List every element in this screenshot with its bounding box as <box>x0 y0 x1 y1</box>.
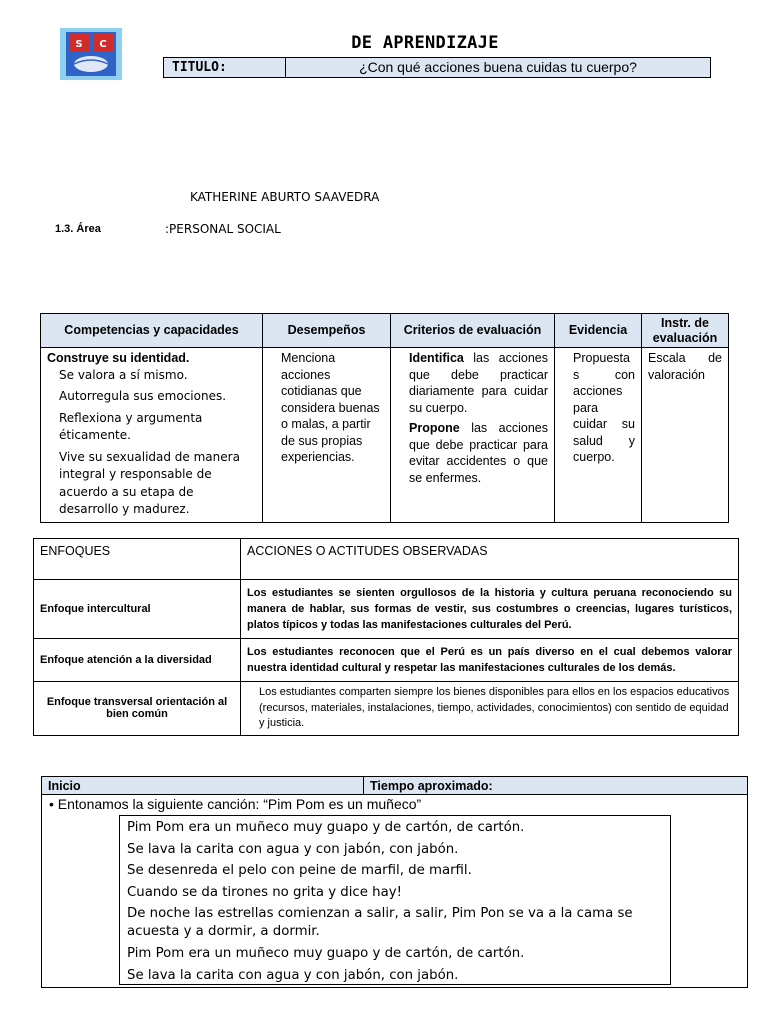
inicio-body-cell <box>42 795 748 988</box>
criterio-text: las acciones que debe practicar diariamente para cuidar su cuerpo. <box>409 351 548 415</box>
instrumento-cell: Escala de valoración <box>642 348 729 523</box>
capacidad-item: Se valora a sí mismo. <box>59 367 188 382</box>
inicio-table <box>41 776 748 988</box>
header-competencias: Competencias y capacidades <box>41 314 263 348</box>
approaches-table <box>33 538 739 736</box>
header-criterios: Criterios de evaluación <box>391 314 555 348</box>
bullet-icon: • <box>49 796 58 812</box>
capacidad-item: Reflexiona y argumenta éticamente. <box>59 410 203 442</box>
title-bar <box>163 57 711 78</box>
header-enfoques: ENFOQUES <box>34 539 241 580</box>
competencies-table <box>40 313 729 523</box>
approach-row <box>34 580 739 639</box>
teacher-name: KATHERINE ABURTO SAAVEDRA <box>190 190 380 204</box>
time-label: Tiempo aproximado: <box>364 777 748 795</box>
approach-row <box>34 682 739 736</box>
document-heading: DE APRENDIZAJE <box>351 33 499 53</box>
song-line: Pim Pom era un muñeco muy guapo y de cartón, de cartón. <box>127 945 525 961</box>
song-line: Se lava la carita con agua y con jabón, con jabón. <box>127 841 459 857</box>
inicio-header-row <box>42 777 748 795</box>
intro-line <box>49 796 421 812</box>
intro-text: Entonamos la siguiente canción: “Pim Pom es un muñeco” <box>57 796 422 812</box>
competencia-cell <box>41 348 263 523</box>
approach-name: Enfoque intercultural <box>34 580 241 639</box>
school-crest-logo <box>60 28 122 80</box>
capacidad-item: Vive su sexualidad de manera integral y responsable de acuerdo a su etapa de desarrollo y madurez. <box>59 449 240 516</box>
approach-name: Enfoque atención a la diversidad <box>34 639 241 682</box>
approach-name: Enfoque transversal orientación al bien común <box>34 682 241 736</box>
competencia-title: Construye su identidad. <box>47 351 190 365</box>
song-lyrics-box <box>119 815 671 985</box>
inicio-label: Inicio <box>42 777 364 795</box>
criterios-cell <box>391 348 555 523</box>
header-acciones: ACCIONES O ACTITUDES OBSERVADAS <box>241 539 739 580</box>
evidencia-cell: Propuesta s con acciones para cuidar su salud y cuerpo. <box>555 348 642 523</box>
song-line: Se desenreda el pelo con peine de marfil, de marfil. <box>127 863 472 879</box>
criterio-verb: Identifica <box>409 351 464 365</box>
criterio-item <box>409 350 548 416</box>
approach-row <box>34 639 739 682</box>
approach-description: Los estudiantes reconocen que el Perú es un país diverso en el cual debemos valorar nuestra identidad cultural y respetar las manifestaciones culturales de los demás. <box>241 639 739 682</box>
inicio-body-row <box>42 795 748 988</box>
song-line: Se lava la carita con agua y con jabón, con jabón. <box>127 967 459 983</box>
competencies-body-row <box>41 348 729 523</box>
title-label: TITULO: <box>164 58 286 77</box>
criterio-item <box>409 420 548 486</box>
capacidad-item: Autorregula sus emociones. <box>59 389 227 403</box>
approach-description: Los estudiantes comparten siempre los bienes disponibles para ellos en los espacios educativos (recursos, materiales, instalaciones, tiempo, actividades, conocimientos) con sentido de equidad y justicia. <box>241 682 739 736</box>
desempeno-cell: Menciona acciones cotidianas que considera buenas o malas, a partir de sus propias experiencias. <box>263 348 391 523</box>
song-line: Cuando se da tirones no grita y dice hay! <box>127 884 402 900</box>
criterio-text: las acciones que debe practicar para evitar accidentes o que se enfermes. <box>409 421 548 485</box>
competencies-header-row <box>41 314 729 348</box>
header-desempenos: Desempeños <box>263 314 391 348</box>
area-value: :PERSONAL SOCIAL <box>165 222 281 236</box>
title-value: ¿Con qué acciones buena cuidas tu cuerpo? <box>359 59 637 75</box>
area-label: 1.3. Área <box>55 223 101 235</box>
header-evidencia: Evidencia <box>555 314 642 348</box>
header-instrumento: Instr. de evaluación <box>642 314 729 348</box>
song-line: De noche las estrellas comienzan a salir, a salir, Pim Pon se va a la cama se acuesta y a dormir, a dormir. <box>127 906 633 940</box>
approach-description: Los estudiantes se sienten orgullosos de la historia y cultura peruana reconociendo su manera de hablar, sus formas de vestir, sus costumbres o creencias, lugares turísticos, platos típicos y todas las manifestaciones culturales del Perú. <box>241 580 739 639</box>
approaches-header-row <box>34 539 739 580</box>
song-line: Pim Pom era un muñeco muy guapo y de cartón, de cartón. <box>127 820 525 835</box>
logo-letter-left: S <box>75 39 83 50</box>
logo-letter-right: C <box>99 39 107 50</box>
criterio-verb: Propone <box>409 421 460 435</box>
